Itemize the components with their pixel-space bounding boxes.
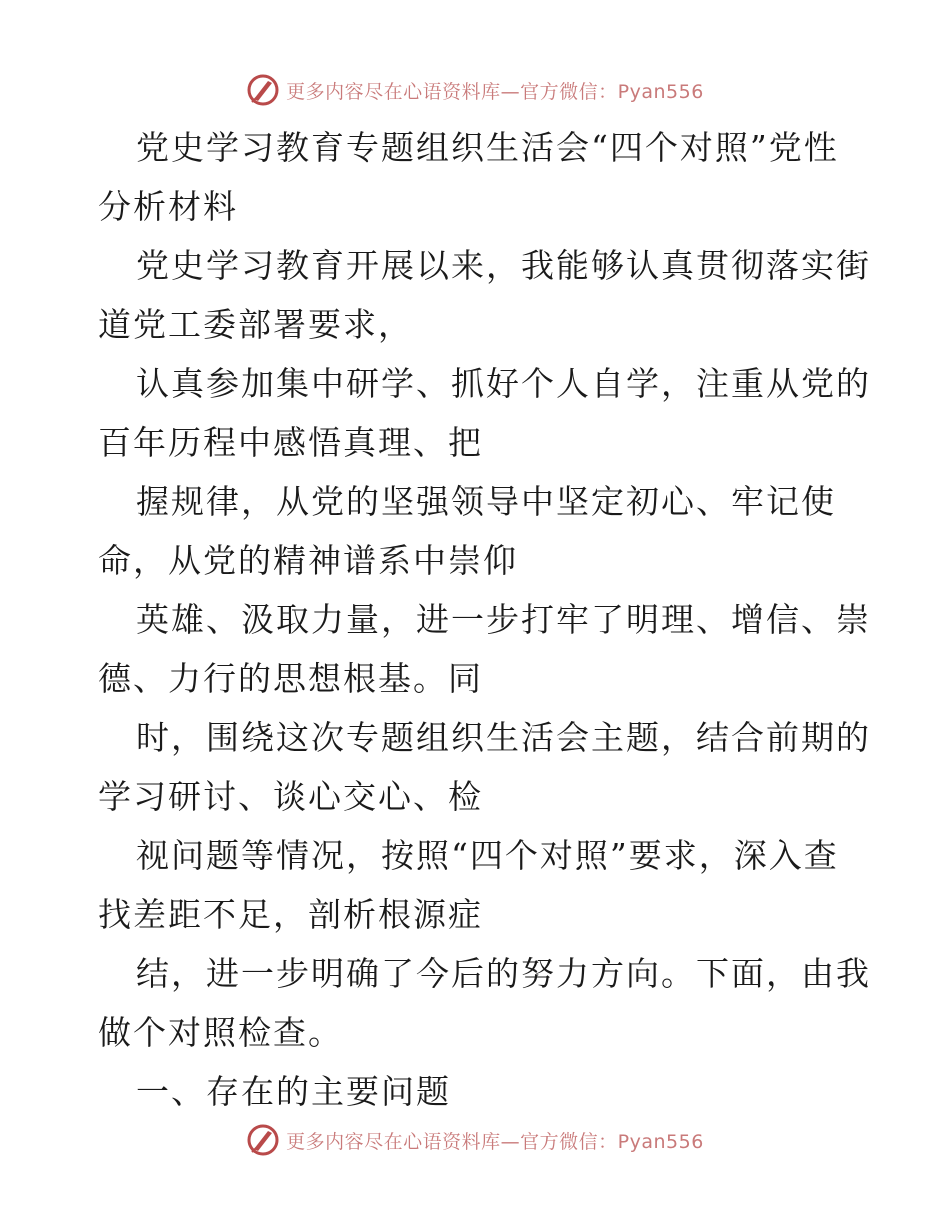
- text-line: 时，围绕这次专题组织生活会主题，结合前期的: [136, 718, 871, 757]
- paragraph: [98, 590, 871, 708]
- watermark-text: 更多内容尽在心语资料库—官方微信：Pyan556: [286, 1130, 704, 1153]
- header-watermark: [0, 70, 950, 110]
- text-line: 党史学习教育专题组织生活会“四个对照”党性: [136, 128, 839, 167]
- watermark-text: 更多内容尽在心语资料库—官方微信：Pyan556: [286, 80, 704, 103]
- paragraph: [98, 708, 871, 826]
- text-line: 做个对照检查。: [98, 1013, 343, 1052]
- text-line: 找差距不足，剖析根源症: [98, 895, 483, 934]
- document-body: [98, 118, 871, 1121]
- text-line: 结，进一步明确了今后的努力方向。下面，由我: [136, 954, 871, 993]
- text-line: 党史学习教育开展以来，我能够认真贯彻落实街: [136, 246, 871, 285]
- paragraph: [98, 472, 858, 590]
- quill-logo-icon: [246, 73, 280, 107]
- text-line: 一、存在的主要问题: [136, 1072, 451, 1111]
- text-line: 视问题等情况，按照“四个对照”要求，深入查: [136, 836, 839, 875]
- paragraph: [98, 1062, 858, 1121]
- text-line: 英雄、汲取力量，进一步打牢了明理、增信、崇: [136, 600, 871, 639]
- paragraph: [98, 118, 858, 236]
- quill-logo-icon: [246, 1123, 280, 1157]
- text-line: 分析材料: [98, 187, 238, 226]
- paragraph: [98, 236, 871, 354]
- text-line: 百年历程中感悟真理、把: [98, 423, 483, 462]
- paragraph: [98, 944, 871, 1062]
- text-line: 道党工委部署要求，: [98, 305, 413, 344]
- footer-watermark: [0, 1120, 950, 1160]
- text-line: 命，从党的精神谱系中崇仰: [98, 541, 518, 580]
- paragraph: [98, 826, 858, 944]
- text-line: 学习研讨、谈心交心、检: [98, 777, 483, 816]
- paragraph: [98, 354, 871, 472]
- text-line: 握规律，从党的坚强领导中坚定初心、牢记使: [136, 482, 836, 521]
- text-line: 认真参加集中研学、抓好个人自学，注重从党的: [136, 364, 871, 403]
- text-line: 德、力行的思想根基。同: [98, 659, 483, 698]
